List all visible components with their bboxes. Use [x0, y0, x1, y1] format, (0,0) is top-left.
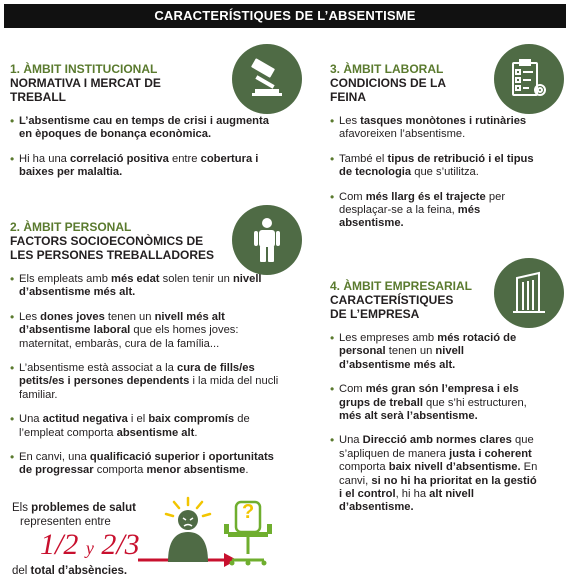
section-subtitle: NORMATIVA I MERCAT DE TREBALL: [10, 76, 161, 104]
note-line: [12, 515, 162, 529]
bullet-item: • Una actitud negativa i el baix compromís de l’empleat comporta absentisme alt.: [10, 413, 282, 440]
note-line: [12, 501, 162, 515]
section-subtitle: CARACTERÍSTIQUES DE L’EMPRESA: [330, 293, 454, 321]
bullet-list: [10, 273, 282, 478]
svg-text:?: ?: [242, 501, 255, 523]
section-number: 4. ÀMBIT EMPRESARIAL: [330, 279, 473, 293]
page-title: CARACTERÍSTIQUES DE L’ABSENTISME: [4, 4, 566, 28]
fraction-low: 1/2: [40, 528, 79, 561]
bullet-item: • En canvi, una qualificació superior i oportunitats de progressar comporta menor absentisme.: [10, 451, 282, 478]
bullet-item: • Com més gran són l’empresa i els grups de treball que s’hi estructuren, més alt serà l’absentisme.: [330, 383, 538, 423]
stressed-person-icon: [156, 496, 220, 564]
bullet-list: [330, 115, 538, 231]
note-bold: total d’absències.: [30, 565, 128, 577]
note-text: del: [12, 565, 31, 577]
bullet-item: • Una Direcció amb normes clares que s’apliquen de manera justa i coherent comporta baix nivell d’absentisme. En canvi, si no hi ha prioritat en la gestió i el control, hi ha alt nivell d’absentisme.: [330, 434, 538, 514]
bullet-item: • Les tasques monòtones i rutinàries afavoreixen l’absentisme.: [330, 115, 538, 142]
bullet-item: • Les empreses amb més rotació de personal tenen un nivell d’absentisme més alt.: [330, 332, 538, 372]
person-icon: [232, 205, 302, 275]
bullet-item: • L’absentisme està associat a la cura de fills/es petits/es i persones dependents i la mida del nucli familiar.: [10, 362, 282, 402]
bullet-item: • Els empleats amb més edat solen tenir un nivell d’absentisme més alt.: [10, 273, 282, 300]
bullet-list: [10, 115, 282, 180]
note-text: Els: [12, 502, 32, 514]
bullet-item: • Les dones joves tenen un nivell més alt d’absentisme laboral que els homes joves: maternitat, embaràs, cura de la família...: [10, 311, 282, 351]
fraction-high: 2/3: [101, 528, 140, 561]
section-subtitle: FACTORS SOCIOECONÒMICS DE LES PERSONES TREBALLADORES: [10, 234, 215, 262]
checklist-gear-icon: [494, 44, 564, 114]
bullet-item: • Com més llarg és el trajecte per desplaçar-se a la feina, més absentisme.: [330, 191, 538, 231]
fraction-conjunction: y: [85, 538, 94, 558]
section-number: 3. ÀMBIT LABORAL: [330, 62, 444, 76]
note-text: representen entre: [20, 516, 111, 528]
bullet-item: • L’absentisme cau en temps de crisi i augmenta en èpoques de bonança econòmica.: [10, 115, 282, 142]
note-bold: problemes de salut: [31, 502, 136, 514]
bullet-list: [330, 332, 538, 515]
section-number: 2. ÀMBIT PERSONAL: [10, 220, 132, 234]
bullet-item: • Hi ha una correlació positiva entre cobertura i baixes per malaltia.: [10, 153, 282, 180]
building-icon: [494, 258, 564, 328]
section-subtitle: CONDICIONS DE LA FEINA: [330, 76, 446, 104]
section-number: 1. ÀMBIT INSTITUCIONAL: [10, 62, 158, 76]
bullet-item: • També el tipus de retribució i el tipus de tecnologia que s’utilitza.: [330, 153, 538, 180]
empty-chair-icon: [222, 498, 274, 568]
gavel-icon: [232, 44, 302, 114]
